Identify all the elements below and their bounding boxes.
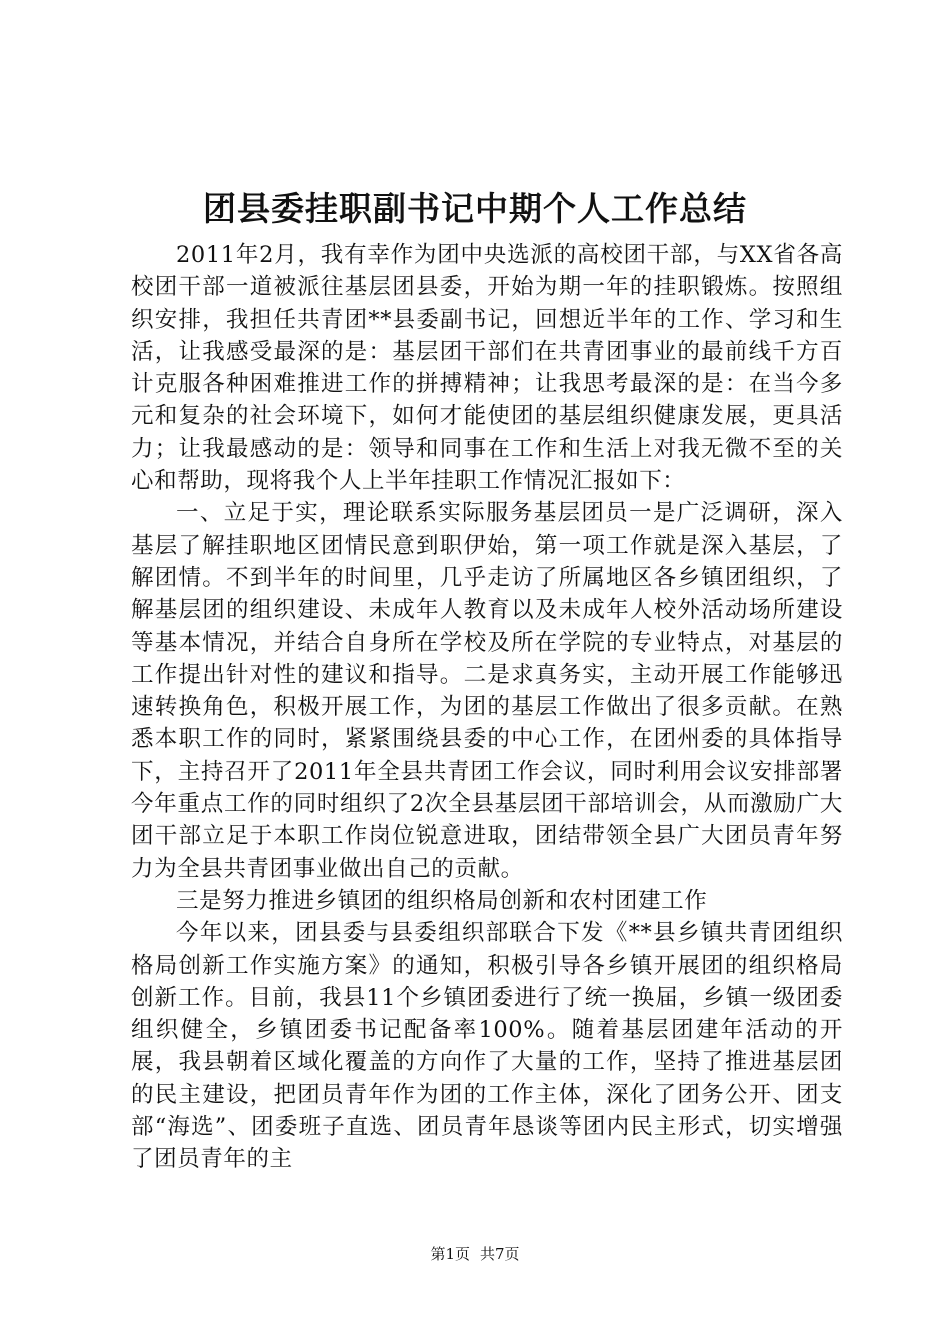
paragraph-section-one: 一、立足于实，理论联系实际服务基层团员一是广泛调研，深入基层了解挂职地区团情民意到职伊始，第一项工作就是深入基层，了解团情。不到半年的时间里，几乎走访了所属地区各乡镇团组织，了解基层团的组织建设、未成年人教育以及未成年人校外活动场所建设等基本情况，并结合自身所在学校及所在学院的专业特点，对基层的工作提出针对性的建议和指导。二是求真务实，主动开展工作能够迅速转换角色，积极开展工作，为团的基层工作做出了很多贡献。在熟悉本职工作的同时，紧紧围绕县委的中心工作，在团州委的具体指导下，主持召开了2011年全县共青团工作会议，同时利用会议安排部署今年重点工作的同时组织了2次全县基层团干部培训会，从而激励广大团干部立足于本职工作岗位锐意进取，团结带领全县广大团员青年努力为全县共青团事业做出自己的贡献。: [131, 500, 843, 882]
document-title: 团县委挂职副书记中期个人工作总结: [203, 189, 747, 228]
page-number: 第1页: [430, 1245, 470, 1263]
page-total: 共7页: [480, 1245, 520, 1263]
paragraph-section-three-body: 今年以来，团县委与县委组织部联合下发《**县乡镇共青团组织格局创新工作实施方案》的通知，积极引导各乡镇开展团的组织格局创新工作。目前，我县11个乡镇团委进行了统一换届，乡镇一级团委组织健全，乡镇团委书记配备率100%。随着基层团建年活动的开展，我县朝着区域化覆盖的方向作了大量的工作，坚持了推进基层团的民主建设，把团员青年作为团的工作主体，深化了团务公开、团支部“海选”、团委班子直选、团员青年恳谈等团内民主形式，切实增强了团员青年的主: [131, 920, 843, 1173]
page-footer: [0, 1244, 950, 1264]
paragraph-intro: 2011年2月，我有幸作为团中央选派的高校团干部，与XX省各高校团干部一道被派往基层团县委，开始为期一年的挂职锻炼。按照组织安排，我担任共青团**县委副书记，回想近半年的工作、学习和生活，让我感受最深的是：基层团干部们在共青团事业的最前线千方百计克服各种困难推进工作的拼搏精神；让我思考最深的是：在当今多元和复杂的社会环境下，如何才能使团的基层组织健康发展，更具活力；让我最感动的是：领导和同事在工作和生活上对我无微不至的关心和帮助，现将我个人上半年挂职工作情况汇报如下：: [131, 242, 843, 495]
paragraph-section-three-heading: 三是努力推进乡镇团的组织格局创新和农村团建工作: [176, 887, 708, 914]
document-body: [131, 239, 843, 1176]
